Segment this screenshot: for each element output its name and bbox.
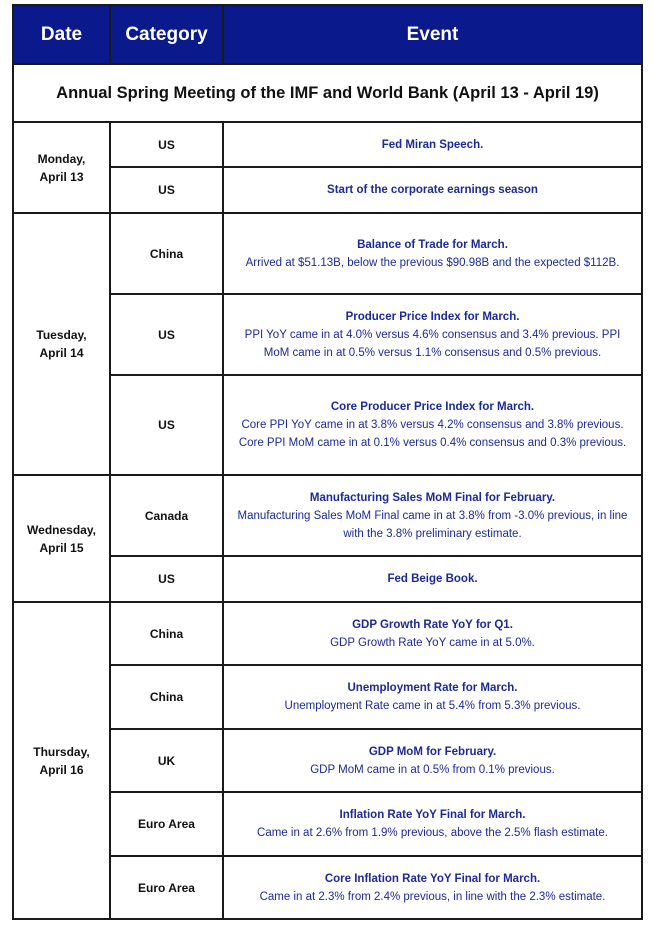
event-cell bbox=[223, 294, 642, 375]
category-cell: China bbox=[110, 602, 223, 665]
event-title: Fed Miran Speech. bbox=[381, 138, 484, 151]
event-title: Fed Beige Book. bbox=[387, 573, 478, 585]
event-description: GDP MoM came in at 0.5% from 0.1% previous. bbox=[310, 763, 555, 776]
event-title: GDP MoM for February. bbox=[368, 745, 497, 758]
day-label: Tuesday, bbox=[36, 328, 87, 342]
category-cell: US bbox=[110, 122, 223, 167]
header-row bbox=[13, 5, 642, 64]
event-cell bbox=[223, 122, 642, 167]
event-description: Manufacturing Sales MoM Final came in at 3.8% from -3.0% previous, in line with the 3.8% preliminary estimate. bbox=[237, 509, 628, 540]
event-title: GDP Growth Rate YoY for Q1. bbox=[352, 618, 513, 631]
category-cell: US bbox=[110, 167, 223, 213]
event-cell bbox=[223, 556, 642, 602]
table-row bbox=[13, 122, 642, 167]
economic-calendar-table bbox=[12, 4, 643, 920]
event-title: Manufacturing Sales MoM Final for February. bbox=[309, 491, 556, 504]
banner-row bbox=[13, 64, 642, 122]
event-title: Balance of Trade for March. bbox=[357, 238, 508, 251]
event-title: Producer Price Index for March. bbox=[345, 310, 520, 323]
day-label: Thursday, bbox=[33, 744, 90, 759]
date-header: Date bbox=[13, 5, 110, 64]
category-cell: Euro Area bbox=[110, 856, 223, 919]
category-header: Category bbox=[110, 5, 223, 64]
date-cell-wednesday bbox=[13, 475, 110, 602]
category-cell: US bbox=[110, 556, 223, 602]
day-label: Wednesday, bbox=[27, 522, 96, 537]
event-title: Inflation Rate YoY Final for March. bbox=[339, 809, 526, 821]
date-label: April 14 bbox=[39, 346, 84, 360]
event-header: Event bbox=[223, 5, 642, 64]
event-description: Unemployment Rate came in at 5.4% from 5.3% previous. bbox=[284, 700, 581, 712]
date-label: April 13 bbox=[39, 169, 84, 184]
event-cell bbox=[223, 792, 642, 856]
day-label: Monday, bbox=[37, 151, 86, 166]
event-description: PPI YoY came in at 4.0% versus 4.6% consensus and 3.4% previous. PPI MoM came in at 0.5% versus 1.1% consensus and 0.5% previous. bbox=[244, 328, 621, 359]
event-title: Start of the corporate earnings season bbox=[327, 184, 538, 196]
event-cell bbox=[223, 167, 642, 213]
event-title: Core Producer Price Index for March. bbox=[330, 401, 535, 413]
category-cell: Canada bbox=[110, 475, 223, 556]
date-cell-monday bbox=[13, 122, 110, 213]
category-cell: US bbox=[110, 294, 223, 375]
category-cell: China bbox=[110, 213, 223, 294]
event-description: Core PPI YoY came in at 3.8% versus 4.2% consensus and 3.8% previous. Core PPI MoM came in at 0.1% versus 0.4% consensus and 0.3% previous. bbox=[238, 419, 627, 449]
event-description: Arrived at $51.13B, below the previous $90.98B and the expected $112B. bbox=[245, 256, 620, 269]
event-cell bbox=[223, 213, 642, 294]
date-cell-thursday bbox=[13, 602, 110, 919]
table-row bbox=[13, 213, 642, 294]
date-cell-tuesday bbox=[13, 213, 110, 475]
event-description: Came in at 2.3% from 2.4% previous, in line with the 2.3% estimate. bbox=[259, 890, 606, 903]
event-cell bbox=[223, 729, 642, 792]
date-label: April 15 bbox=[39, 540, 84, 555]
event-cell bbox=[223, 475, 642, 556]
event-title: Core Inflation Rate YoY Final for March. bbox=[324, 872, 541, 885]
event-description: GDP Growth Rate YoY came in at 5.0%. bbox=[330, 636, 535, 649]
event-cell bbox=[223, 602, 642, 665]
category-cell: US bbox=[110, 375, 223, 475]
date-label: April 16 bbox=[39, 762, 84, 777]
event-cell bbox=[223, 856, 642, 919]
event-cell bbox=[223, 375, 642, 475]
meeting-banner: Annual Spring Meeting of the IMF and World Bank (April 13 - April 19) bbox=[13, 64, 642, 122]
table-row bbox=[13, 475, 642, 556]
category-cell: Euro Area bbox=[110, 792, 223, 856]
category-cell: UK bbox=[110, 729, 223, 792]
event-description: Came in at 2.6% from 1.9% previous, above the 2.5% flash estimate. bbox=[257, 827, 608, 839]
event-cell bbox=[223, 665, 642, 729]
event-title: Unemployment Rate for March. bbox=[347, 682, 518, 694]
table-row bbox=[13, 602, 642, 665]
category-cell: China bbox=[110, 665, 223, 729]
